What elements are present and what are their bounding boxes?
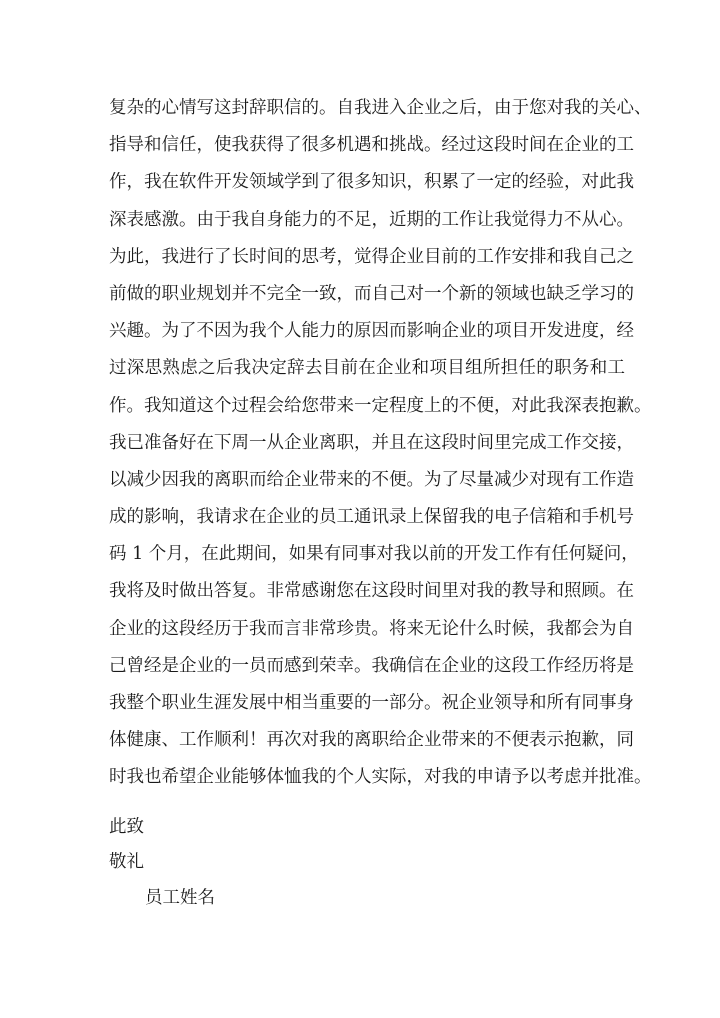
letter-line: 以减少因我的离职而给企业带来的不便。为了尽量减少对现有工作造 — [109, 469, 634, 490]
letter-line: 过深思熟虑之后我决定辞去目前在企业和项目组所担任的职务和工 — [109, 358, 625, 379]
closing-salutation: 此致 — [109, 817, 144, 837]
letter-line: 兴趣。为了不因为我个人能力的原因而影响企业的项目开发进度，经 — [109, 321, 634, 342]
letter-line: 码 1 个月，在此期间，如果有同事对我以前的开发工作有任何疑问， — [109, 544, 639, 565]
letter-line: 为此，我进行了长时间的思考，觉得企业目前的工作安排和我自己之 — [109, 246, 634, 267]
closing-regards: 敬礼 — [109, 852, 144, 872]
letter-line: 企业的这段经历于我而言非常珍贵。将来无论什么时候，我都会为自 — [109, 618, 634, 639]
letter-line: 我将及时做出答复。非常感谢您在这段时间里对我的教导和照顾。在 — [109, 581, 634, 602]
letter-line: 体健康、工作顺利！再次对我的离职给企业带来的不便表示抱歉，同 — [109, 730, 634, 751]
letter-line: 作。我知道这个过程会给您带来一定程度上的不便，对此我深表抱歉。 — [109, 395, 652, 416]
letter-line: 我整个职业生涯发展中相当重要的一部分。祝企业领导和所有同事身 — [109, 693, 634, 713]
letter-line: 复杂的心情写这封辞职信的。自我进入企业之后，由于您对我的关心、 — [109, 98, 652, 118]
letter-line: 指导和信任，使我获得了很多机遇和挑战。经过这段时间在企业的工 — [109, 135, 634, 156]
letter-line: 我已准备好在下周一从企业离职，并且在这段时间里完成工作交接， — [109, 432, 634, 453]
letter-line: 前做的职业规划并不完全一致，而自己对一个新的领域也缺乏学习的 — [109, 283, 634, 304]
letter-line: 成的影响，我请求在企业的员工通讯录上保留我的电子信箱和手机号 — [109, 507, 634, 528]
letter-line: 深表感激。由于我自身能力的不足，近期的工作让我觉得力不从心。 — [109, 209, 634, 230]
letter-line: 己曾经是企业的一员而感到荣幸。我确信在企业的这段工作经历将是 — [109, 655, 634, 676]
letter-line: 时我也希望企业能够体恤我的个人实际，对我的申请予以考虑并批准。 — [109, 767, 652, 788]
letter-line: 作，我在软件开发领域学到了很多知识，积累了一定的经验，对此我 — [109, 172, 634, 193]
letter-body — [109, 90, 652, 797]
signature-name: 员工姓名 — [145, 888, 215, 908]
